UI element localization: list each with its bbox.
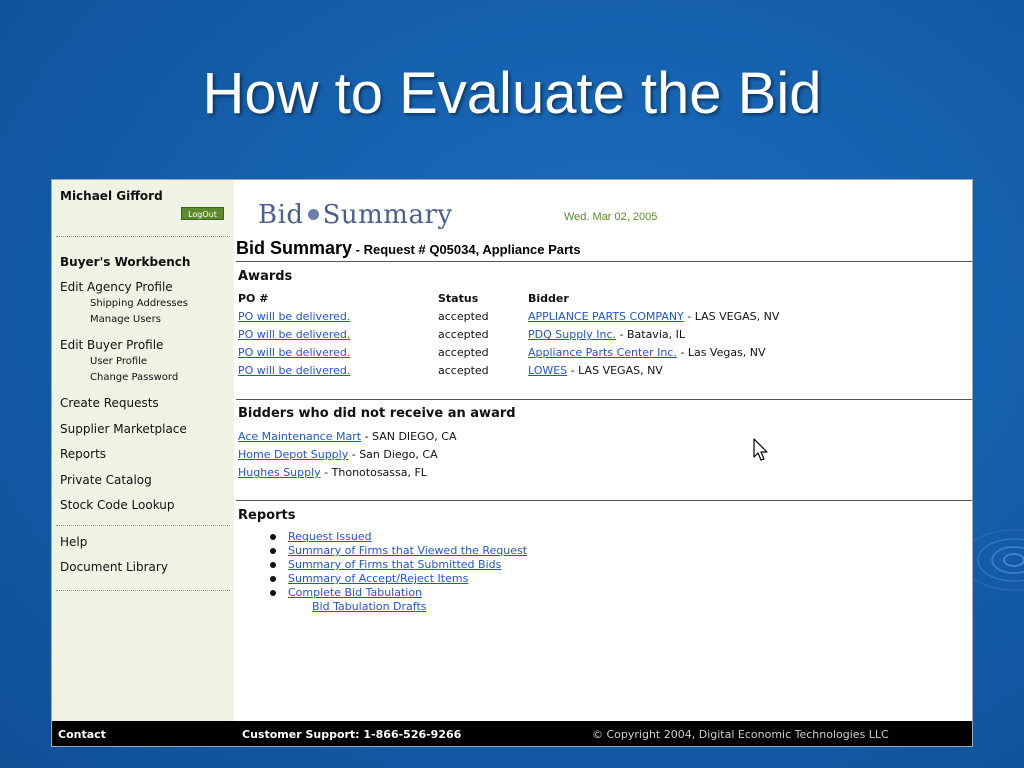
list-item [268,544,527,558]
bidder-link[interactable]: Home Depot Supply [238,448,349,461]
sidebar-item-document-library[interactable]: Document Library [60,560,168,574]
footer [52,721,973,747]
award-status: accepted [438,328,489,341]
sidebar [52,180,234,721]
bidder-location: - LAS VEGAS, NV [683,310,780,323]
reports-list [268,530,527,614]
non-award-bidder [238,448,438,461]
bidder-location: - San Diego, CA [348,448,438,461]
mouse-pointer-icon [752,438,770,462]
logo-dot-icon [308,209,319,220]
po-link[interactable]: PO will be delivered. [238,364,351,377]
logo-text-left: Bid [258,200,304,230]
bidder-location: - Thonotosassa, FL [320,466,427,479]
contact-link[interactable]: Contact [58,728,106,741]
report-link-firms-viewed[interactable]: Summary of Firms that Viewed the Request [288,544,528,557]
bidder-location: - Batavia, IL [616,328,685,341]
customer-support: Customer Support: 1-866-526-9266 [242,728,462,741]
non-award-bidder [238,466,427,479]
divider [236,500,972,501]
column-header-po: PO # [238,292,269,305]
bid-summary-logo [258,200,453,230]
report-link-firms-submitted[interactable]: Summary of Firms that Submitted Bids [288,558,502,571]
divider [56,525,230,526]
list-item [268,600,527,614]
award-bidder [528,364,663,377]
logout-button[interactable]: LogOut [181,207,224,220]
bidder-link[interactable]: APPLIANCE PARTS COMPANY [528,310,684,323]
non-award-bidder [238,430,457,443]
list-item [268,530,527,544]
main-content [234,180,973,721]
user-name: Michael Gifford [60,189,163,203]
sidebar-item-reports[interactable]: Reports [60,447,107,461]
sidebar-item-edit-agency-profile[interactable]: Edit Agency Profile [60,280,173,294]
list-item [268,586,527,600]
current-date: Wed. Mar 02, 2005 [564,211,658,223]
po-link[interactable]: PO will be delivered. [238,346,351,359]
divider [236,399,972,400]
non-award-section-title: Bidders who did not receive an award [238,406,516,421]
logo-text-right: Summary [322,200,453,230]
sidebar-item-stock-code-lookup[interactable]: Stock Code Lookup [60,498,175,512]
divider [56,590,230,591]
award-bidder [528,310,779,323]
page-heading-request: - Request # Q05034, Appliance Parts [352,242,581,257]
award-status: accepted [438,364,489,377]
sidebar-item-supplier-marketplace[interactable]: Supplier Marketplace [60,422,187,436]
sidebar-item-manage-users[interactable]: Manage Users [90,314,161,325]
report-link-request-issued[interactable]: Request Issued [288,530,372,543]
bidder-link[interactable]: Appliance Parts Center Inc. [528,346,677,359]
divider [236,261,972,262]
sidebar-item-create-requests[interactable]: Create Requests [60,396,159,410]
bidder-location: - LAS VEGAS, NV [567,364,663,377]
reports-section-title: Reports [238,508,296,523]
bidder-link[interactable]: Ace Maintenance Mart [238,430,362,443]
po-link[interactable]: PO will be delivered. [238,328,351,341]
sidebar-item-change-password[interactable]: Change Password [90,372,179,383]
page-heading-title: Bid Summary [236,238,353,258]
sidebar-item-help[interactable]: Help [60,535,88,549]
sidebar-item-shipping-addresses[interactable]: Shipping Addresses [90,298,188,309]
bidder-link[interactable]: Hughes Supply [238,466,321,479]
award-status: accepted [438,346,489,359]
po-link[interactable]: PO will be delivered. [238,310,351,323]
bidder-link[interactable]: PDQ Supply Inc. [528,328,616,341]
page-heading [236,238,581,259]
report-link-complete-tabulation[interactable]: Complete Bid Tabulation [288,586,423,599]
sidebar-item-private-catalog[interactable]: Private Catalog [60,473,152,487]
awards-section-title: Awards [238,269,293,284]
sidebar-item-edit-buyer-profile[interactable]: Edit Buyer Profile [60,338,164,352]
slide-title: How to Evaluate the Bid [202,61,822,126]
award-bidder [528,346,766,359]
report-link-tabulation-drafts[interactable]: Bid Tabulation Drafts [312,600,427,613]
bidder-location: - SAN DIEGO, CA [361,430,457,443]
award-bidder [528,328,685,341]
award-status: accepted [438,310,489,323]
divider [56,236,230,237]
column-header-bidder: Bidder [528,292,569,305]
list-item [268,572,527,586]
bidder-location: - Las Vegas, NV [676,346,766,359]
bidder-link[interactable]: LOWES [528,364,568,377]
report-link-accept-reject[interactable]: Summary of Accept/Reject Items [288,572,469,585]
workbench-heading: Buyer's Workbench [60,255,191,269]
browser-screenshot [51,179,973,747]
copyright: © Copyright 2004, Digital Economic Technologies LLC [592,728,889,741]
list-item [268,558,527,572]
column-header-status: Status [438,292,479,305]
sidebar-item-user-profile[interactable]: User Profile [90,356,148,367]
